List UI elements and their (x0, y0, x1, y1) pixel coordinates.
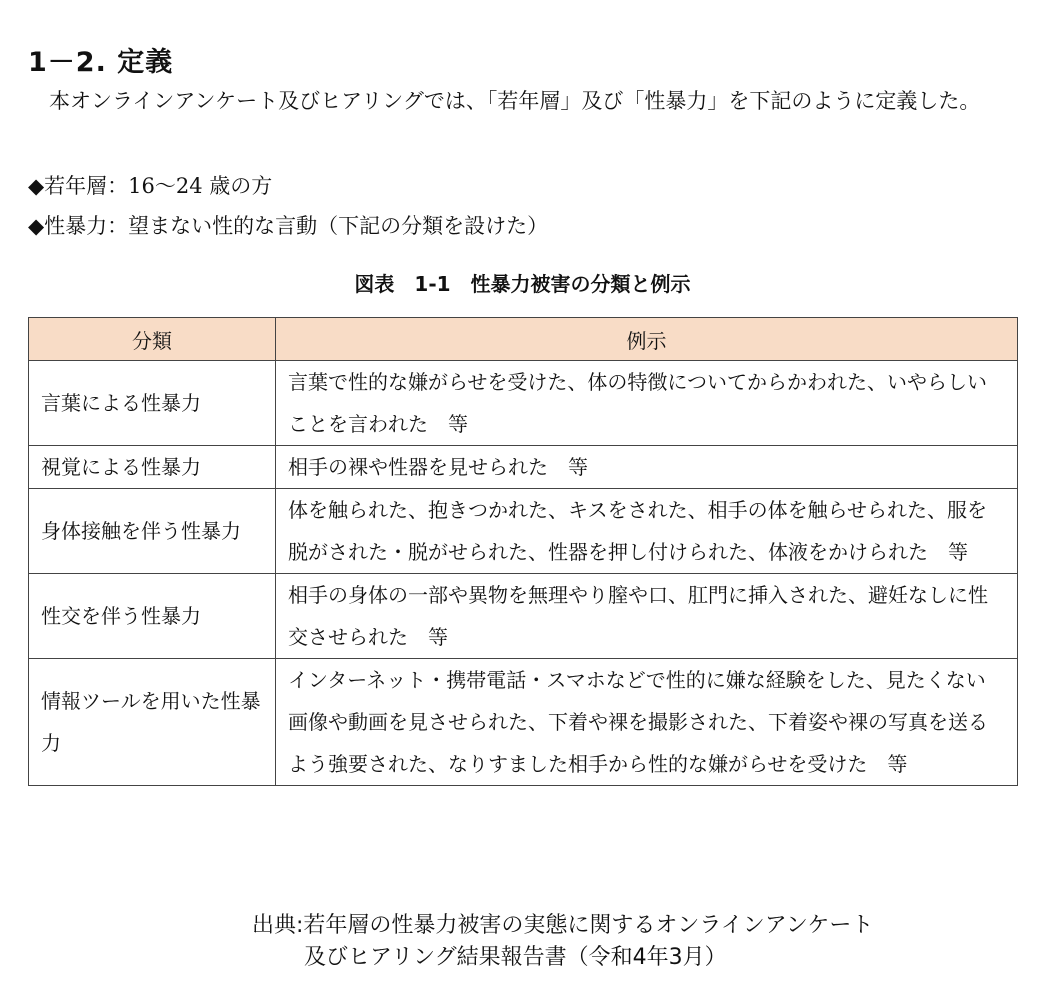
header-category: 分類 (29, 318, 276, 361)
definition-sexual-violence: ◆性暴力：望まない性的な言動（下記の分類を設けた） (28, 214, 549, 238)
row-example: インターネット・携帯電話・スマホなどで性的に嫌な経験をした、見たくない画像や動画を見させられた、下着や裸を撮影された、下着姿や裸の写真を送るよう強要された、なりすました相手から性的な嫌がらせを受けた 等 (276, 659, 1018, 786)
row-example: 言葉で性的な嫌がらせを受けた、体の特徴についてからかわれた、いやらしいことを言われた 等 (276, 361, 1018, 446)
table-row (29, 446, 1018, 489)
section-heading: 1－2. 定義 (28, 47, 174, 78)
source-line-1: 出典:若年層の性暴力被害の実態に関するオンラインアンケート (252, 913, 874, 938)
row-category: 情報ツールを用いた性暴力 (29, 659, 276, 786)
row-category: 言葉による性暴力 (29, 361, 276, 446)
intro-paragraph: 本オンラインアンケート及びヒアリングでは、「若年層」及び「性暴力」を下記のように定義した。 (49, 89, 981, 113)
figure-caption: 図表 1‐1 性暴力被害の分類と例示 (354, 272, 691, 296)
source-line-2: 及びヒアリング結果報告書（令和4年3月） (304, 945, 727, 970)
definition-youth: ◆若年層：16～24 歳の方 (28, 174, 273, 198)
row-category: 身体接触を伴う性暴力 (29, 489, 276, 574)
row-category: 視覚による性暴力 (29, 446, 276, 489)
table-row (29, 361, 1018, 446)
row-example: 相手の裸や性器を見せられた 等 (276, 446, 1018, 489)
table-row (29, 489, 1018, 574)
header-example: 例示 (276, 318, 1018, 361)
table-row (29, 574, 1018, 659)
row-example: 体を触られた、抱きつかれた、キスをされた、相手の体を触らせられた、服を脱がされた・脱がせられた、性器を押し付けられた、体液をかけられた 等 (276, 489, 1018, 574)
source-citation (252, 910, 873, 974)
table-row (29, 659, 1018, 786)
row-category: 性交を伴う性暴力 (29, 574, 276, 659)
table-header-row (29, 318, 1018, 361)
row-example: 相手の身体の一部や異物を無理やり膣や口、肛門に挿入された、避妊なしに性交させられた 等 (276, 574, 1018, 659)
classification-table (28, 317, 1018, 786)
